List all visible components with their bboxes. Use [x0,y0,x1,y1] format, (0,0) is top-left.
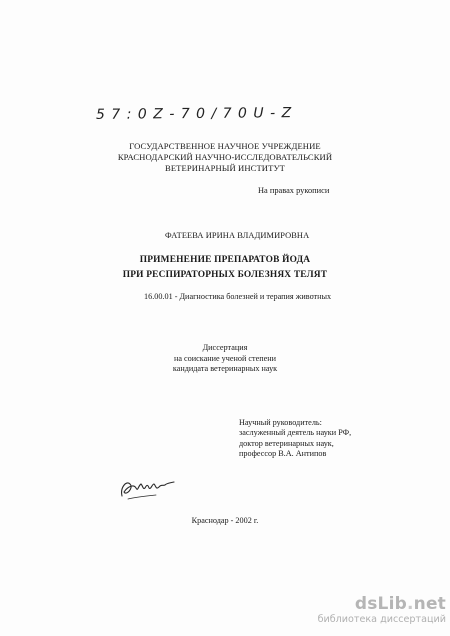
supervisor-line-3: доктор ветеринарных наук, [239,438,334,448]
institution-line-3: ВЕТЕРИНАРНЫЙ ИНСТИТУТ [165,163,285,173]
institution-line-1: ГОСУДАРСТВЕННОЕ НАУЧНОЕ УЧРЕЖДЕНИЕ [129,141,321,151]
dslib-watermark [296,595,446,625]
degree-line-3: кандидата ветеринарных наук [172,364,278,373]
degree-statement [0,343,450,375]
archive-code-handwritten: 5 7 : 0 Z - 7 0 / 7 0 U - Z [95,105,293,123]
degree-line-1: Диссертация [202,343,248,352]
supervisor-line-2: заслуженный деятель науки РФ, [239,428,352,438]
watermark-brand-prefix: dsLib [354,594,407,614]
handwritten-signature [116,466,186,506]
watermark-brand [296,595,446,613]
title-line-1: ПРИМЕНЕНИЕ ПРЕПАРАТОВ ЙОДА [139,255,311,265]
author-name: ФАТЕЕВА ИРИНА ВЛАДИМИРОВНА [165,231,310,240]
supervisor-line-4: профессор В.А. Антипов [239,449,327,459]
institution-header [0,141,450,174]
title-line-2: ПРИ РЕСПИРАТОРНЫХ БОЛЕЗНЯХ ТЕЛЯТ [122,270,328,280]
watermark-subtitle: библиотека диссертаций [317,614,446,625]
degree-line-2: на соискание ученой степени [173,353,277,363]
specialty-code: 16.00.01 - Диагностика болезней и терапия животных [144,292,332,301]
dissertation-title [0,253,450,283]
scientific-supervisor [239,418,351,460]
institution-line-2: КРАСНОДАРСКИЙ НАУЧНО-ИССЛЕДОВАТЕЛЬСКИЙ [117,152,333,162]
supervisor-line-1: Научный руководитель: [239,418,322,427]
watermark-brand-suffix: net [413,594,446,614]
city-and-year: Краснодар - 2002 г. [191,516,259,525]
manuscript-rights-note: На правах рукописи [258,186,330,195]
watermark-brand-dot: . [406,594,414,614]
